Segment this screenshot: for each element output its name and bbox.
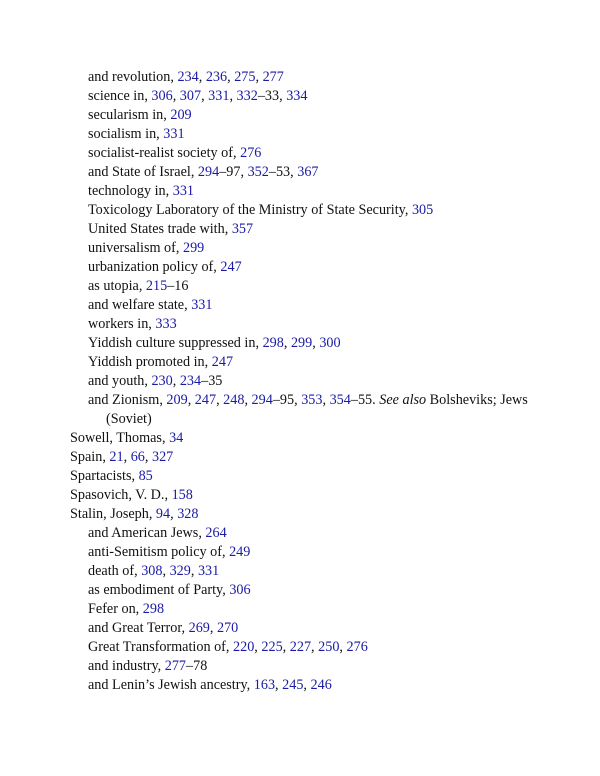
entry-text: , (209, 620, 217, 636)
entry-text: –35 (201, 373, 223, 389)
page-number-link[interactable]: 352 (247, 164, 269, 180)
entry-text: technology in, (88, 183, 173, 199)
entry-text: , (322, 392, 330, 408)
page-number-link[interactable]: 298 (142, 601, 165, 617)
entry-text: United States trade with, (88, 221, 232, 237)
page-number-link[interactable]: 250 (318, 639, 340, 655)
page-number-link[interactable]: 354 (329, 392, 351, 408)
page-number-link[interactable]: 248 (223, 392, 245, 408)
page-number-link[interactable]: 225 (261, 639, 283, 655)
page-number-link[interactable]: 306 (229, 582, 251, 598)
entry-text: socialism in, (88, 126, 164, 142)
entry-text: as utopia, (88, 278, 146, 294)
index-subentry (70, 277, 540, 296)
entry-text: and State of Israel, (88, 164, 198, 180)
entry-text: Sowell, Thomas, (70, 430, 170, 446)
index-main-entry (70, 448, 540, 467)
entry-text: –16 (167, 278, 189, 294)
entry-text: and welfare state, (88, 297, 192, 313)
entry-text: anti-Semitism policy of, (88, 544, 230, 560)
page-number-link[interactable]: 367 (297, 164, 319, 180)
index-subentry (70, 87, 540, 106)
index-subentry (70, 125, 540, 144)
entry-text: Great Transformation of, (88, 639, 234, 655)
entry-text: Toxicology Laboratory of the Ministry of State Security, (88, 202, 412, 218)
index-subentry (70, 163, 540, 182)
page-number-link[interactable]: 209 (170, 107, 192, 123)
entry-text: , (312, 335, 320, 351)
entry-text: , (198, 69, 206, 85)
entry-text: , (162, 563, 170, 579)
entry-text: and revolution, (88, 69, 178, 85)
entry-text: workers in, (88, 316, 156, 332)
index-subentry (70, 562, 540, 581)
entry-text: Bolsheviks; Jews (Soviet) (106, 392, 528, 427)
entry-text: , (229, 88, 237, 104)
entry-text: , (201, 88, 209, 104)
index-subentry (70, 543, 540, 562)
index-subentry (70, 676, 540, 695)
page-number-link[interactable]: 305 (411, 202, 434, 218)
page-number-link[interactable]: 331 (163, 126, 185, 142)
page-number-link[interactable]: 247 (211, 354, 234, 370)
page-number-link[interactable]: 247 (194, 392, 217, 408)
index-subentry (70, 315, 540, 334)
entry-text: , (144, 449, 152, 465)
entry-text: Spasovich, V. D., (70, 487, 172, 503)
page-number-link[interactable]: 270 (216, 620, 239, 636)
entry-text: –95, (272, 392, 302, 408)
index-subentry (70, 201, 540, 220)
index-subentry (70, 372, 540, 391)
entry-text: , (170, 506, 178, 522)
entry-text: secularism in, (88, 107, 171, 123)
entry-text: , (283, 335, 291, 351)
entry-text: Yiddish culture suppressed in, (88, 335, 263, 351)
index-subentry (70, 334, 540, 353)
page-number-link[interactable]: 277 (164, 658, 186, 674)
index-subentry (70, 619, 540, 638)
entry-text: , (255, 69, 263, 85)
index-subentry (70, 353, 540, 372)
entry-text: –78 (186, 658, 208, 674)
entry-text: socialist-realist society of, (88, 145, 241, 161)
entry-text: –33, (257, 88, 287, 104)
entry-text: Yiddish promoted in, (88, 354, 212, 370)
index-subentry (70, 220, 540, 239)
page-number-link[interactable]: 209 (166, 392, 188, 408)
entry-text: , (216, 392, 224, 408)
page-number-link[interactable]: 264 (205, 525, 227, 541)
entry-text: death of, (88, 563, 142, 579)
page-number-link[interactable]: 328 (177, 506, 199, 522)
page-number-link[interactable]: 332 (236, 88, 258, 104)
entry-text: science in, (88, 88, 152, 104)
entry-text: universalism of, (88, 240, 183, 256)
page-number-link[interactable]: 275 (234, 69, 256, 85)
index-subentry (70, 600, 540, 619)
page-number-link[interactable]: 34 (169, 430, 184, 446)
page-number-link[interactable]: 158 (171, 487, 193, 503)
index-main-entry (70, 429, 540, 448)
page-number-link[interactable]: 246 (310, 677, 332, 693)
page-number-link[interactable]: 276 (346, 639, 368, 655)
index-main-entry (70, 467, 540, 486)
entry-text: , (190, 563, 198, 579)
entry-text: and Lenin’s Jewish ancestry, (88, 677, 254, 693)
page-number-link[interactable]: 331 (191, 297, 213, 313)
entry-text: , (254, 639, 262, 655)
index-entries-list (70, 68, 540, 695)
page-number-link[interactable]: 234 (177, 69, 199, 85)
entry-text: and American Jews, (88, 525, 206, 541)
page-number-link[interactable]: 357 (231, 221, 254, 237)
page-number-link[interactable]: 249 (229, 544, 251, 560)
entry-text: –97, (219, 164, 248, 180)
page-number-link[interactable]: 299 (182, 240, 205, 256)
entry-text: , (187, 392, 195, 408)
entry-text: Stalin, Joseph, (70, 506, 156, 522)
page-number-link[interactable]: 306 (151, 88, 173, 104)
page-number-link[interactable]: 353 (301, 392, 323, 408)
page-number-link[interactable]: 276 (240, 145, 262, 161)
page-number-link[interactable]: 331 (208, 88, 230, 104)
page-number-link[interactable]: 300 (319, 335, 341, 351)
entry-text: urbanization policy of, (88, 259, 221, 275)
page-number-link[interactable]: 94 (155, 506, 171, 522)
entry-text: Spain, (70, 449, 110, 465)
entry-text: –53, (268, 164, 298, 180)
page-number-link[interactable]: 247 (220, 259, 242, 275)
entry-text: as embodiment of Party, (88, 582, 230, 598)
entry-text: , (172, 88, 180, 104)
page-number-link[interactable]: 163 (253, 677, 276, 693)
entry-text: , (275, 677, 283, 693)
entry-text: , (123, 449, 131, 465)
index-subentry (70, 638, 540, 657)
page-number-link[interactable]: 333 (155, 316, 177, 332)
page-number-link[interactable]: 334 (286, 88, 308, 104)
page-number-link[interactable]: 308 (141, 563, 163, 579)
index-subentry (70, 657, 540, 676)
entry-text: Fefer on, (88, 601, 143, 617)
entry-text: , (172, 373, 180, 389)
page-number-link[interactable]: 307 (179, 88, 202, 104)
entry-text: and Great Terror, (88, 620, 189, 636)
page-number-link[interactable]: 294 (251, 392, 273, 408)
index-subentry (70, 296, 540, 315)
page-number-link[interactable]: 220 (233, 639, 255, 655)
entry-text: , (227, 69, 235, 85)
page-number-link[interactable]: 236 (205, 69, 228, 85)
index-main-entry (70, 486, 540, 505)
entry-text: , (303, 677, 311, 693)
page-number-link[interactable]: 85 (138, 468, 153, 484)
index-subentry (70, 391, 540, 429)
page-number-link[interactable]: 331 (172, 183, 194, 199)
index-subentry (70, 239, 540, 258)
page-number-link[interactable]: 21 (109, 449, 124, 465)
page-number-link[interactable]: 66 (130, 449, 145, 465)
page-number-link[interactable]: 331 (197, 563, 220, 579)
page-number-link[interactable]: 215 (145, 278, 168, 294)
entry-text: Spartacists, (70, 468, 139, 484)
page-number-link[interactable]: 227 (289, 639, 312, 655)
entry-text: and Zionism, (88, 392, 167, 408)
cross-reference-label: See also (379, 392, 427, 408)
page-number-link[interactable]: 277 (262, 69, 284, 85)
entry-text: , (244, 392, 252, 408)
page-number-link[interactable]: 299 (290, 335, 313, 351)
entry-text: , (311, 639, 319, 655)
index-subentry (70, 68, 540, 87)
index-subentry (70, 524, 540, 543)
page-number-link[interactable]: 329 (169, 563, 191, 579)
index-subentry (70, 182, 540, 201)
page-number-link[interactable]: 298 (262, 335, 284, 351)
entry-text: , (282, 639, 290, 655)
page-number-link[interactable]: 234 (179, 373, 202, 389)
entry-text: and industry, (88, 658, 165, 674)
index-subentry (70, 144, 540, 163)
page-number-link[interactable]: 269 (188, 620, 210, 636)
page-number-link[interactable]: 294 (197, 164, 220, 180)
entry-text: , (339, 639, 347, 655)
page-number-link[interactable]: 245 (282, 677, 304, 693)
index-subentry (70, 581, 540, 600)
page-number-link[interactable]: 327 (151, 449, 174, 465)
entry-text: –55. (350, 392, 380, 408)
index-subentry (70, 258, 540, 277)
entry-text: and youth, (88, 373, 152, 389)
index-main-entry (70, 505, 540, 524)
page-number-link[interactable]: 230 (151, 373, 173, 389)
index-subentry (70, 106, 540, 125)
